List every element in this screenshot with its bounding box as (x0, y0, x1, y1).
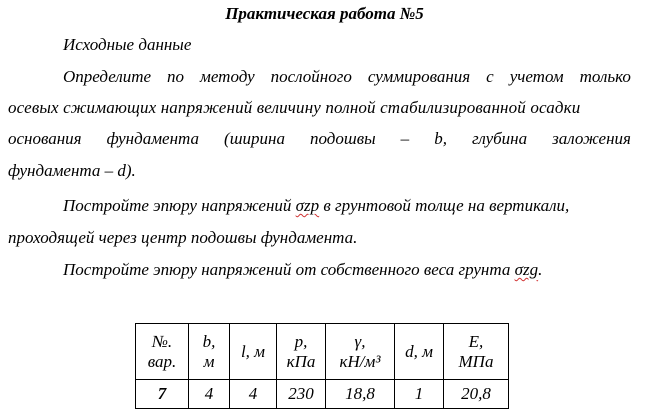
header-p: p, кПа (277, 324, 326, 380)
cell-p: 230 (277, 380, 326, 409)
para2-line2: проходящей через центр подошвы фундамента. (8, 228, 358, 247)
cell-l: 4 (230, 380, 277, 409)
word: заложения (552, 129, 631, 148)
word: основания (8, 129, 82, 148)
text: в грунтовой толще на вертикали, (319, 196, 570, 215)
input-data-table (135, 323, 509, 409)
sigma-zg-symbol: σzg (514, 260, 539, 279)
word: подошвы (310, 129, 376, 148)
table-row (136, 380, 509, 409)
para1-line3 (8, 128, 631, 150)
cell-b: 4 (189, 380, 230, 409)
header-variant: №. вар. (136, 324, 189, 380)
cell-variant: 7 (136, 380, 189, 409)
para3-line1 (63, 259, 542, 281)
table-header-row (136, 324, 509, 380)
section-subtitle: Исходные данные (63, 35, 192, 54)
para1-line2: осевых сжимающих напряжений величину полной стабилизированной осадки (8, 98, 581, 117)
word: b, (434, 129, 447, 148)
word: учетом (509, 67, 564, 86)
word: по (167, 67, 185, 86)
para1-line4: фундамента – d). (8, 161, 136, 180)
word: методу (200, 67, 255, 86)
document-title: Практическая работа №5 (225, 4, 424, 23)
word: Определите (63, 67, 152, 86)
header-l: l, м (230, 324, 277, 380)
word: фундамента (106, 129, 200, 148)
text: Постройте эпюру напряжений от собственного веса грунта (63, 260, 515, 279)
header-e: E, МПа (444, 324, 509, 380)
text: . (538, 260, 543, 279)
text: Постройте эпюру напряжений (63, 196, 296, 215)
para1-line1 (63, 66, 631, 88)
word: послойного (270, 67, 352, 86)
header-d: d, м (395, 324, 444, 380)
header-b: b, м (189, 324, 230, 380)
para2-line1 (63, 195, 569, 217)
word: суммирования (367, 67, 471, 86)
word: с (486, 67, 494, 86)
sigma-zp-symbol: σzp (295, 196, 320, 215)
word: – (400, 129, 410, 148)
header-gamma: γ, кН/м³ (326, 324, 395, 380)
word: только (579, 67, 631, 86)
cell-d: 1 (395, 380, 444, 409)
word: (ширина (224, 129, 285, 148)
cell-e: 20,8 (444, 380, 509, 409)
word: глубина (471, 129, 528, 148)
cell-gamma: 18,8 (326, 380, 395, 409)
